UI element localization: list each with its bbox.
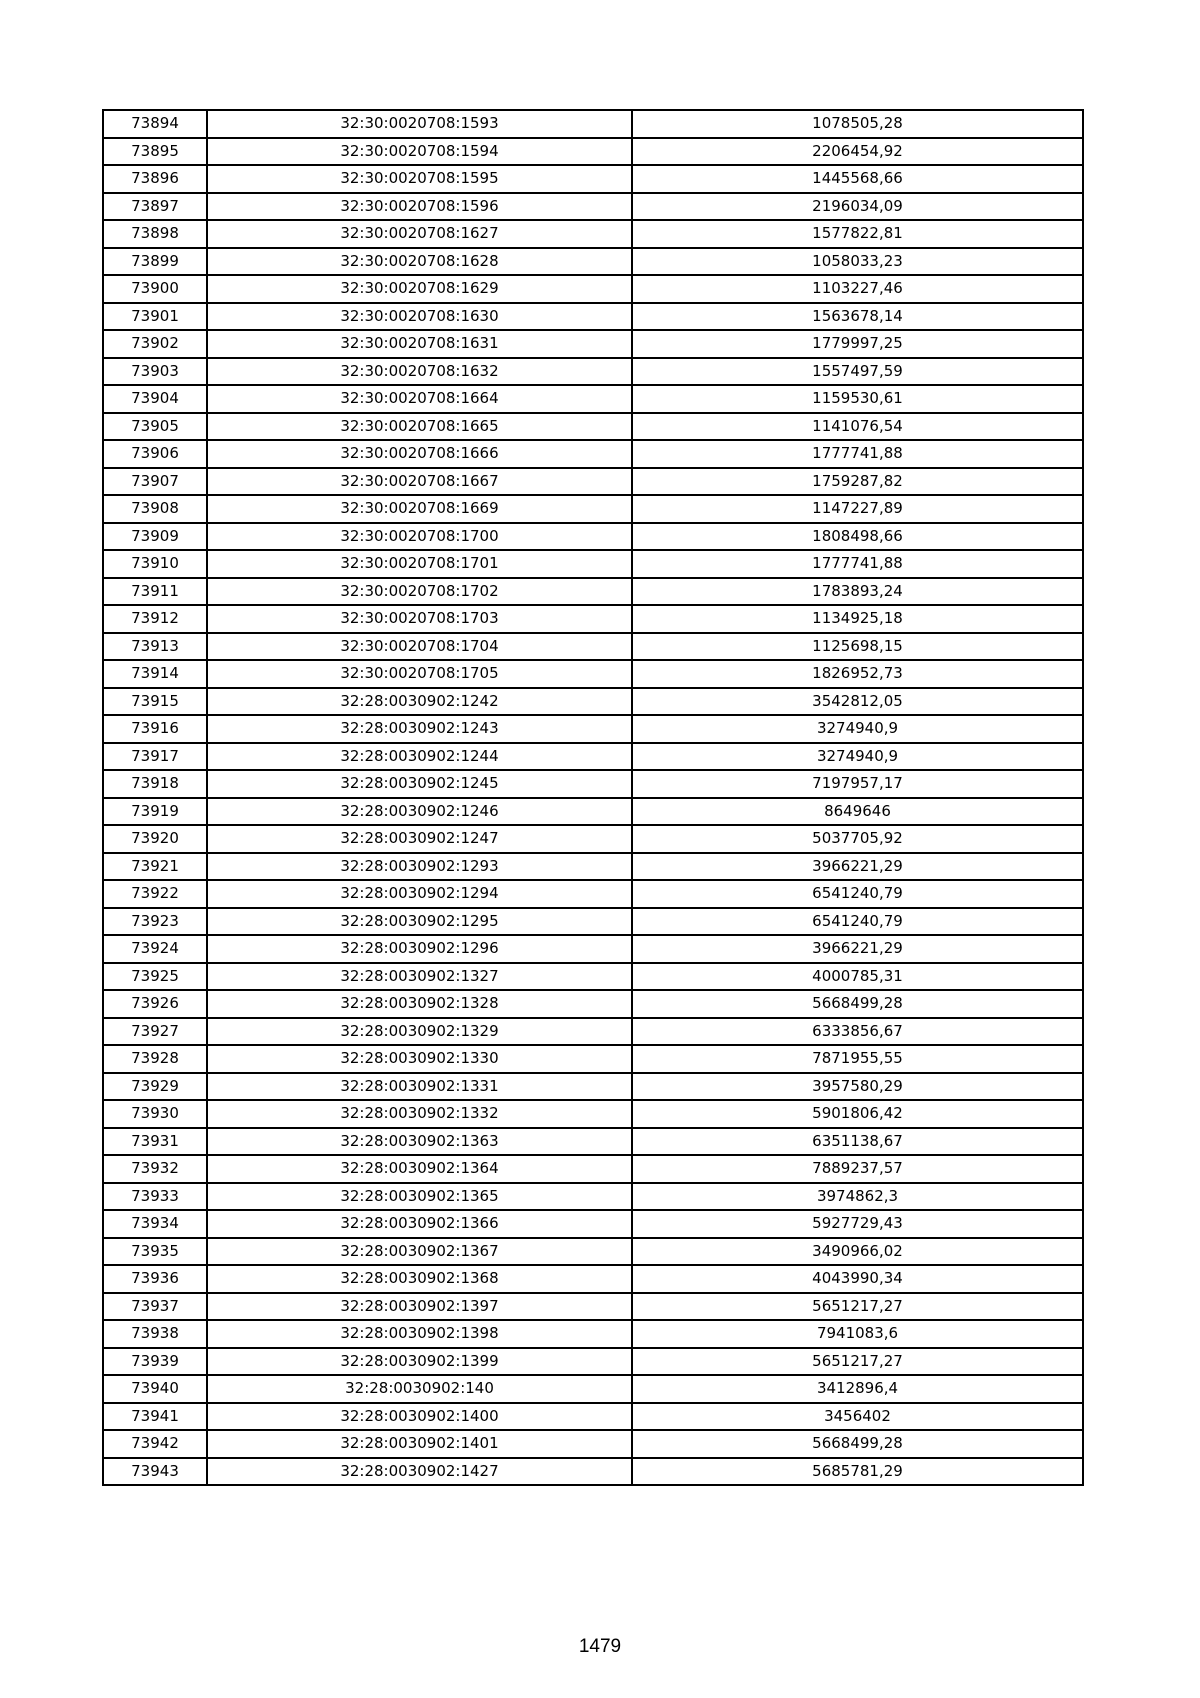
row-number-cell: 73935	[103, 1238, 207, 1266]
table-row	[103, 1458, 1083, 1486]
cadastral-value-cell: 7871955,55	[632, 1045, 1083, 1073]
row-number-cell: 73911	[103, 578, 207, 606]
cadastral-value-cell: 6333856,67	[632, 1018, 1083, 1046]
cadastral-value-cell: 8649646	[632, 798, 1083, 826]
cadastral-value-cell: 1103227,46	[632, 275, 1083, 303]
row-number-cell: 73931	[103, 1128, 207, 1156]
table-row	[103, 825, 1083, 853]
cadastral-value-cell: 1147227,89	[632, 495, 1083, 523]
cadastral-number-cell: 32:30:0020708:1594	[207, 138, 632, 166]
table-row	[103, 798, 1083, 826]
cadastral-number-cell: 32:28:0030902:1367	[207, 1238, 632, 1266]
cadastral-value-cell: 3456402	[632, 1403, 1083, 1431]
cadastral-number-cell: 32:30:0020708:1700	[207, 523, 632, 551]
cadastral-value-cell: 1777741,88	[632, 550, 1083, 578]
page-number: 1479	[578, 1636, 622, 1657]
row-number-cell: 73930	[103, 1100, 207, 1128]
cadastral-number-cell: 32:30:0020708:1631	[207, 330, 632, 358]
cadastral-number-cell: 32:30:0020708:1701	[207, 550, 632, 578]
table-row	[103, 1430, 1083, 1458]
table-row	[103, 990, 1083, 1018]
cadastral-value-cell: 6541240,79	[632, 908, 1083, 936]
cadastral-number-cell: 32:28:0030902:1244	[207, 743, 632, 771]
table-row	[103, 1265, 1083, 1293]
table-row	[103, 275, 1083, 303]
row-number-cell: 73927	[103, 1018, 207, 1046]
row-number-cell: 73934	[103, 1210, 207, 1238]
cadastral-value-cell: 4043990,34	[632, 1265, 1083, 1293]
row-number-cell: 73926	[103, 990, 207, 1018]
cadastral-value-cell: 3542812,05	[632, 688, 1083, 716]
table-row	[103, 385, 1083, 413]
cadastral-number-cell: 32:28:0030902:1242	[207, 688, 632, 716]
row-number-cell: 73912	[103, 605, 207, 633]
cadastral-value-cell: 1141076,54	[632, 413, 1083, 441]
row-number-cell: 73898	[103, 220, 207, 248]
cadastral-number-cell: 32:30:0020708:1704	[207, 633, 632, 661]
row-number-cell: 73936	[103, 1265, 207, 1293]
row-number-cell: 73928	[103, 1045, 207, 1073]
row-number-cell: 73909	[103, 523, 207, 551]
table-row	[103, 303, 1083, 331]
row-number-cell: 73922	[103, 880, 207, 908]
table-row	[103, 358, 1083, 386]
cadastral-value-cell: 7889237,57	[632, 1155, 1083, 1183]
table-row	[103, 138, 1083, 166]
row-number-cell: 73940	[103, 1375, 207, 1403]
row-number-cell: 73895	[103, 138, 207, 166]
row-number-cell: 73923	[103, 908, 207, 936]
cadastral-value-cell: 1577822,81	[632, 220, 1083, 248]
table-row	[103, 440, 1083, 468]
row-number-cell: 73939	[103, 1348, 207, 1376]
cadastral-value-cell: 5668499,28	[632, 1430, 1083, 1458]
table-row	[103, 1403, 1083, 1431]
row-number-cell: 73943	[103, 1458, 207, 1486]
cadastral-value-cell: 1783893,24	[632, 578, 1083, 606]
table-row	[103, 330, 1083, 358]
table-row	[103, 605, 1083, 633]
cadastral-value-cell: 6351138,67	[632, 1128, 1083, 1156]
table-row	[103, 1073, 1083, 1101]
row-number-cell: 73937	[103, 1293, 207, 1321]
table-row	[103, 578, 1083, 606]
table-row	[103, 1018, 1083, 1046]
cadastral-number-cell: 32:30:0020708:1632	[207, 358, 632, 386]
table-row	[103, 1238, 1083, 1266]
cadastral-number-cell: 32:28:0030902:1245	[207, 770, 632, 798]
row-number-cell: 73920	[103, 825, 207, 853]
row-number-cell: 73938	[103, 1320, 207, 1348]
cadastral-number-cell: 32:28:0030902:1398	[207, 1320, 632, 1348]
row-number-cell: 73916	[103, 715, 207, 743]
table-row	[103, 110, 1083, 138]
cadastral-number-cell: 32:28:0030902:1400	[207, 1403, 632, 1431]
cadastral-number-cell: 32:30:0020708:1627	[207, 220, 632, 248]
cadastral-number-cell: 32:30:0020708:1705	[207, 660, 632, 688]
row-number-cell: 73903	[103, 358, 207, 386]
cadastral-value-cell: 1779997,25	[632, 330, 1083, 358]
row-number-cell: 73918	[103, 770, 207, 798]
cadastral-value-cell: 1078505,28	[632, 110, 1083, 138]
cadastral-number-cell: 32:28:0030902:1331	[207, 1073, 632, 1101]
cadastral-value-table	[102, 109, 1084, 1486]
row-number-cell: 73902	[103, 330, 207, 358]
row-number-cell: 73899	[103, 248, 207, 276]
table-row	[103, 165, 1083, 193]
cadastral-number-cell: 32:30:0020708:1669	[207, 495, 632, 523]
table-row	[103, 770, 1083, 798]
cadastral-number-cell: 32:28:0030902:1294	[207, 880, 632, 908]
cadastral-value-cell: 1125698,15	[632, 633, 1083, 661]
table-row	[103, 743, 1083, 771]
table-row	[103, 495, 1083, 523]
cadastral-number-cell: 32:28:0030902:1327	[207, 963, 632, 991]
table-row	[103, 248, 1083, 276]
row-number-cell: 73896	[103, 165, 207, 193]
cadastral-value-cell: 5927729,43	[632, 1210, 1083, 1238]
cadastral-number-cell: 32:30:0020708:1666	[207, 440, 632, 468]
cadastral-number-cell: 32:30:0020708:1703	[207, 605, 632, 633]
cadastral-number-cell: 32:30:0020708:1596	[207, 193, 632, 221]
row-number-cell: 73925	[103, 963, 207, 991]
table-row	[103, 1320, 1083, 1348]
cadastral-number-cell: 32:28:0030902:1427	[207, 1458, 632, 1486]
row-number-cell: 73907	[103, 468, 207, 496]
cadastral-number-cell: 32:30:0020708:1628	[207, 248, 632, 276]
cadastral-number-cell: 32:28:0030902:1295	[207, 908, 632, 936]
row-number-cell: 73933	[103, 1183, 207, 1211]
cadastral-value-cell: 1134925,18	[632, 605, 1083, 633]
cadastral-value-cell: 1808498,66	[632, 523, 1083, 551]
table-row	[103, 660, 1083, 688]
cadastral-value-cell: 3957580,29	[632, 1073, 1083, 1101]
cadastral-value-cell: 7197957,17	[632, 770, 1083, 798]
cadastral-number-cell: 32:28:0030902:1365	[207, 1183, 632, 1211]
cadastral-value-cell: 3966221,29	[632, 935, 1083, 963]
cadastral-value-cell: 3274940,9	[632, 715, 1083, 743]
cadastral-value-cell: 3966221,29	[632, 853, 1083, 881]
table-body	[103, 110, 1083, 1485]
cadastral-number-cell: 32:28:0030902:140	[207, 1375, 632, 1403]
cadastral-number-cell: 32:28:0030902:1328	[207, 990, 632, 1018]
cadastral-number-cell: 32:30:0020708:1595	[207, 165, 632, 193]
cadastral-value-cell: 4000785,31	[632, 963, 1083, 991]
table-row	[103, 1375, 1083, 1403]
cadastral-value-cell: 1058033,23	[632, 248, 1083, 276]
cadastral-number-cell: 32:28:0030902:1329	[207, 1018, 632, 1046]
table-row	[103, 963, 1083, 991]
table-row	[103, 935, 1083, 963]
row-number-cell: 73913	[103, 633, 207, 661]
cadastral-number-cell: 32:28:0030902:1401	[207, 1430, 632, 1458]
cadastral-value-cell: 3274940,9	[632, 743, 1083, 771]
table-row	[103, 853, 1083, 881]
table-row	[103, 1210, 1083, 1238]
table-row	[103, 633, 1083, 661]
cadastral-value-cell: 1445568,66	[632, 165, 1083, 193]
row-number-cell: 73910	[103, 550, 207, 578]
table-row	[103, 550, 1083, 578]
cadastral-number-cell: 32:28:0030902:1246	[207, 798, 632, 826]
row-number-cell: 73908	[103, 495, 207, 523]
table-row	[103, 523, 1083, 551]
cadastral-value-cell: 5685781,29	[632, 1458, 1083, 1486]
cadastral-number-cell: 32:28:0030902:1296	[207, 935, 632, 963]
cadastral-value-cell: 2206454,92	[632, 138, 1083, 166]
cadastral-value-cell: 3490966,02	[632, 1238, 1083, 1266]
cadastral-value-table-container	[102, 109, 1082, 1486]
cadastral-number-cell: 32:28:0030902:1247	[207, 825, 632, 853]
table-row	[103, 880, 1083, 908]
cadastral-number-cell: 32:28:0030902:1330	[207, 1045, 632, 1073]
table-row	[103, 1155, 1083, 1183]
table-row	[103, 908, 1083, 936]
table-row	[103, 1100, 1083, 1128]
cadastral-number-cell: 32:28:0030902:1364	[207, 1155, 632, 1183]
table-row	[103, 193, 1083, 221]
cadastral-value-cell: 1759287,82	[632, 468, 1083, 496]
row-number-cell: 73914	[103, 660, 207, 688]
cadastral-value-cell: 1563678,14	[632, 303, 1083, 331]
cadastral-value-cell: 5651217,27	[632, 1293, 1083, 1321]
cadastral-number-cell: 32:28:0030902:1332	[207, 1100, 632, 1128]
cadastral-number-cell: 32:30:0020708:1702	[207, 578, 632, 606]
table-row	[103, 468, 1083, 496]
cadastral-value-cell: 6541240,79	[632, 880, 1083, 908]
row-number-cell: 73917	[103, 743, 207, 771]
row-number-cell: 73929	[103, 1073, 207, 1101]
cadastral-number-cell: 32:30:0020708:1665	[207, 413, 632, 441]
row-number-cell: 73900	[103, 275, 207, 303]
row-number-cell: 73924	[103, 935, 207, 963]
cadastral-value-cell: 7941083,6	[632, 1320, 1083, 1348]
cadastral-value-cell: 5651217,27	[632, 1348, 1083, 1376]
cadastral-number-cell: 32:28:0030902:1399	[207, 1348, 632, 1376]
row-number-cell: 73932	[103, 1155, 207, 1183]
table-row	[103, 413, 1083, 441]
cadastral-value-cell: 5901806,42	[632, 1100, 1083, 1128]
row-number-cell: 73906	[103, 440, 207, 468]
table-row	[103, 1348, 1083, 1376]
cadastral-number-cell: 32:28:0030902:1397	[207, 1293, 632, 1321]
cadastral-value-cell: 1777741,88	[632, 440, 1083, 468]
cadastral-number-cell: 32:28:0030902:1368	[207, 1265, 632, 1293]
cadastral-number-cell: 32:30:0020708:1629	[207, 275, 632, 303]
table-row	[103, 220, 1083, 248]
cadastral-value-cell: 1826952,73	[632, 660, 1083, 688]
table-row	[103, 1183, 1083, 1211]
cadastral-value-cell: 3412896,4	[632, 1375, 1083, 1403]
row-number-cell: 73921	[103, 853, 207, 881]
cadastral-number-cell: 32:30:0020708:1667	[207, 468, 632, 496]
cadastral-value-cell: 3974862,3	[632, 1183, 1083, 1211]
cadastral-number-cell: 32:28:0030902:1363	[207, 1128, 632, 1156]
cadastral-number-cell: 32:30:0020708:1630	[207, 303, 632, 331]
row-number-cell: 73904	[103, 385, 207, 413]
table-row	[103, 1128, 1083, 1156]
table-row	[103, 1045, 1083, 1073]
row-number-cell: 73905	[103, 413, 207, 441]
cadastral-number-cell: 32:28:0030902:1243	[207, 715, 632, 743]
table-row	[103, 715, 1083, 743]
row-number-cell: 73897	[103, 193, 207, 221]
row-number-cell: 73894	[103, 110, 207, 138]
row-number-cell: 73915	[103, 688, 207, 716]
cadastral-value-cell: 5037705,92	[632, 825, 1083, 853]
cadastral-number-cell: 32:28:0030902:1293	[207, 853, 632, 881]
row-number-cell: 73941	[103, 1403, 207, 1431]
cadastral-value-cell: 5668499,28	[632, 990, 1083, 1018]
row-number-cell: 73901	[103, 303, 207, 331]
cadastral-value-cell: 1557497,59	[632, 358, 1083, 386]
cadastral-number-cell: 32:28:0030902:1366	[207, 1210, 632, 1238]
cadastral-number-cell: 32:30:0020708:1664	[207, 385, 632, 413]
row-number-cell: 73919	[103, 798, 207, 826]
table-row	[103, 1293, 1083, 1321]
table-row	[103, 688, 1083, 716]
cadastral-value-cell: 2196034,09	[632, 193, 1083, 221]
cadastral-number-cell: 32:30:0020708:1593	[207, 110, 632, 138]
cadastral-value-cell: 1159530,61	[632, 385, 1083, 413]
row-number-cell: 73942	[103, 1430, 207, 1458]
